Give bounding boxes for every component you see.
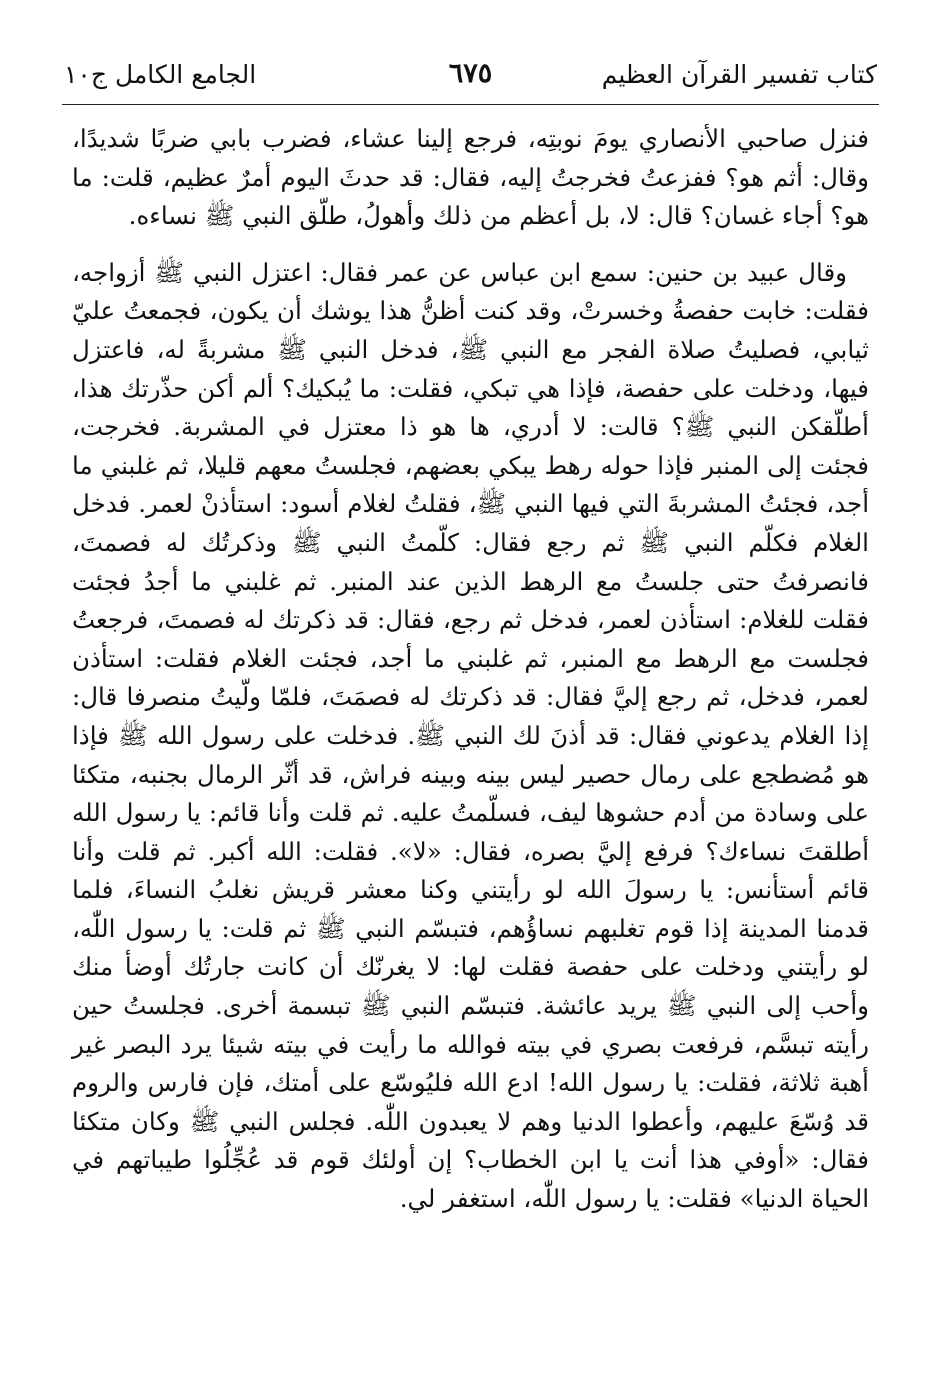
page-number: ٦٧٥ [448, 58, 493, 89]
page-body [72, 120, 869, 1219]
volume-title: الجامع الكامل ج١٠ [64, 60, 257, 89]
header-rule [62, 104, 879, 105]
paragraph-2: وقال عبيد بن حنين: سمع ابن عباس عن عمر فقال: اعتزل النبي ﷺ أزواجه، فقلت: خابت حفصةُ وخسرتْ، وقد كنت أظنُّ هذا يوشك أن يكون، فجمعتُ عليّ ثيابي، فصليتُ صلاة الفجر مع النبي ﷺ، فدخل النبي ﷺ مشربةً له، فاعتزل فيها، ودخلت على حفصة، فإذا هي تبكي، فقلت: ما يُبكيك؟ ألم أكن حذّرتك هذا، أطلّقكن النبي ﷺ؟ قالت: لا أدري، ها هو ذا معتزل في المشربة. فخرجت، فجئت إلى المنبر فإذا حوله رهط يبكي بعضهم، فجلستُ معهم قليلا، ثم غلبني ما أجد، فجئتُ المشربةَ التي فيها النبي ﷺ، فقلتُ لغلام أسود: استأذنْ لعمر. فدخل الغلام فكلّم النبي ﷺ ثم رجع فقال: كلّمتُ النبي ﷺ وذكرتُك له فصمتَ، فانصرفتُ حتى جلستُ مع الرهط الذين عند المنبر. ثم غلبني ما أجدُ فجئت فقلت للغلام: استأذن لعمر، فدخل ثم رجع، فقال: قد ذكرتك له فصمتَ، فرجعتُ فجلست مع الرهط مع المنبر، ثم غلبني ما أجد، فجئت الغلام فقلت: استأذن لعمر، فدخل، ثم رجع إليَّ فقال: قد ذكرتك له فصمَتَ، فلمّا ولّيتُ منصرفا قال: إذا الغلام يدعوني فقال: قد أذنَ لك النبي ﷺ. فدخلت على رسول الله ﷺ فإذا هو مُضطجع على رمال حصير ليس بينه وبينه فراش، قد أثّر الرمال بجنبه، متكئا على وسادة من أدم حشوها ليف، فسلّمتُ عليه. ثم قلت وأنا قائم: يا رسول الله أطلقتَ نساءك؟ فرفع إليَّ بصره، فقال: «لا». فقلت: الله أكبر. ثم قلت وأنا قائم أستأنس: يا رسولَ الله لو رأيتني وكنا معشر قريش نغلبُ النساءَ، فلما قدمنا المدينة إذا قوم تغلبهم نساؤُهم، فتبسّم النبي ﷺ ثم قلت: يا رسول اللّٰه، لو رأيتني ودخلت على حفصة فقلت لها: لا يغرنّك أن كانت جارتُك أوضأ منك وأحب إلى النبي ﷺ يريد عائشة. فتبسّم النبي ﷺ تبسمة أخرى. فجلستُ حين رأيته تبسَّم، فرفعت بصري في بيته فوالله ما رأيت في بيته شيئا يرد البصر غير أهبة ثلاثة، فقلت: يا رسول الله! ادع الله فليُوسّع على أمتك، فإن فارس والروم قد وُسّعَ عليهم، وأعطوا الدنيا وهم لا يعبدون اللّٰه. فجلس النبي ﷺ وكان متكئا فقال: «أوفي هذا أنت يا ابن الخطاب؟ إن أولئك قوم قد عُجِّلُوا طيباتهم في الحياة الدنيا» فقلت: يا رسول اللّٰه، استغفر لي. [72, 257, 869, 1214]
paragraph-1: فنزل صاحبي الأنصاري يومَ نوبتِه، فرجع إلينا عشاء، فضرب بابي ضربًا شديدًا، وقال: أثم هو؟ ففزعتُ فخرجتُ إليه، فقال: قد حدثَ اليوم أمرٌ عظيم، قلت: ما هو؟ أجاء غسان؟ قال: لا، بل أعظم من ذلك وأهولُ، طلّق النبي ﷺ نساءه. [72, 124, 869, 231]
book-title: كتاب تفسير القرآن العظيم [601, 60, 877, 89]
page-header [62, 54, 879, 98]
